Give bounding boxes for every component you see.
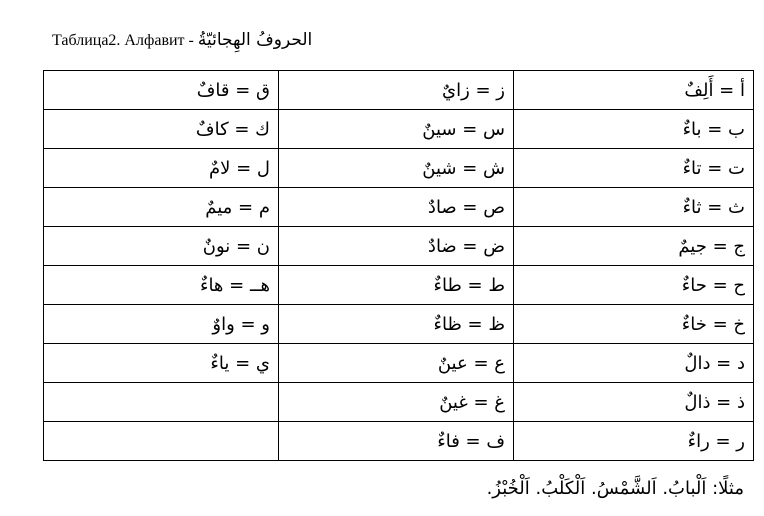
letter-cell: أ = أَلِفٌ xyxy=(514,71,754,110)
letter-cell: س = سينٌ xyxy=(279,110,514,149)
letter-cell xyxy=(44,383,279,422)
letter-cell: د = دالٌ xyxy=(514,344,754,383)
letter-cell: و = واوٌ xyxy=(44,305,279,344)
table-row xyxy=(44,383,754,422)
letter-cell: ر = راءٌ xyxy=(514,422,754,461)
letter-cell: ظ = ظاءٌ xyxy=(279,305,514,344)
table-row xyxy=(44,422,754,461)
letter-cell: ح = حاءٌ xyxy=(514,266,754,305)
letter-cell: ل = لامٌ xyxy=(44,149,279,188)
letter-cell: ق = قافٌ xyxy=(44,71,279,110)
letter-cell: ن = نونٌ xyxy=(44,227,279,266)
table-row xyxy=(44,188,754,227)
table-row xyxy=(44,305,754,344)
letter-cell: ض = ضادٌ xyxy=(279,227,514,266)
letter-cell xyxy=(44,422,279,461)
letter-cell: ف = فاءٌ xyxy=(279,422,514,461)
table-row xyxy=(44,71,754,110)
letter-cell: ت = تاءٌ xyxy=(514,149,754,188)
letter-cell: ز = زايٌ xyxy=(279,71,514,110)
letter-cell: ص = صادٌ xyxy=(279,188,514,227)
table-row xyxy=(44,110,754,149)
alphabet-table xyxy=(43,70,754,461)
caption-prefix: Таблица2. Алфавит - xyxy=(52,32,198,49)
example-line: مثلًا: اَلْبابُ. اَلشَّمْسُ. اَلْكَلْبُ. اَلْخُبْزُ. xyxy=(486,478,744,499)
letter-cell: ذ = ذالٌ xyxy=(514,383,754,422)
table-row xyxy=(44,149,754,188)
letter-cell: ط = طاءٌ xyxy=(279,266,514,305)
letter-cell: هــ = هاءٌ xyxy=(44,266,279,305)
letter-cell: ج = جيمٌ xyxy=(514,227,754,266)
letter-cell: خ = خاءٌ xyxy=(514,305,754,344)
letter-cell: ب = باءٌ xyxy=(514,110,754,149)
letter-cell: ث = ثاءٌ xyxy=(514,188,754,227)
letter-cell: غ = غينٌ xyxy=(279,383,514,422)
caption-arabic: الحروفُ الهِجائيّةُ xyxy=(197,30,313,50)
table-row xyxy=(44,344,754,383)
table-caption xyxy=(52,30,312,50)
letter-cell: ع = عينٌ xyxy=(279,344,514,383)
letter-cell: م = ميمٌ xyxy=(44,188,279,227)
table-row xyxy=(44,227,754,266)
letter-cell: ش = شينٌ xyxy=(279,149,514,188)
letter-cell: ي = ياءٌ xyxy=(44,344,279,383)
letter-cell: ك = كافٌ xyxy=(44,110,279,149)
table-row xyxy=(44,266,754,305)
